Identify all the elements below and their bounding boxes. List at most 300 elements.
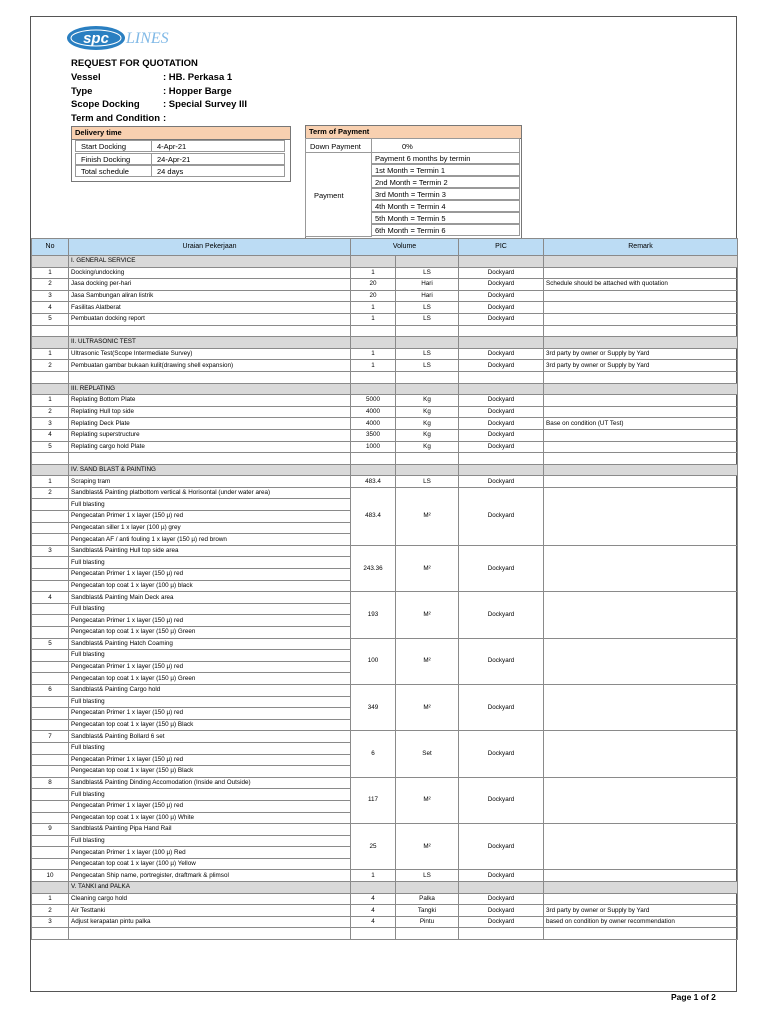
cell-empty — [544, 464, 738, 476]
cell-empty — [544, 453, 738, 465]
cell-empty — [459, 882, 544, 894]
cell-empty — [544, 256, 738, 268]
cell-unit: LS — [396, 360, 459, 372]
cell-empty — [351, 383, 396, 395]
cell-empty — [351, 464, 396, 476]
cell-description: Full blasting — [69, 499, 351, 511]
delivery-value: 4-Apr-21 — [151, 140, 285, 152]
cell-description: Sandblast& Painting Pipa Hand Rail — [69, 824, 351, 836]
payment-term-line: 6th Month = Termin 6 — [371, 224, 520, 236]
cell-remark: 3rd party by owner or Supply by Yard — [544, 348, 738, 360]
cell-empty — [544, 371, 738, 383]
cell-empty — [396, 325, 459, 337]
cell-no — [32, 256, 69, 268]
cell-description: Pengecatan Primer 1 x layer (150 µ) red — [69, 615, 351, 627]
cell-description: Scraping tram — [69, 476, 351, 488]
cell-remark — [544, 302, 738, 314]
cell-description: Pengecatan top coat 1 x layer (150 µ) Black — [69, 766, 351, 778]
cell-pic: Dockyard — [459, 406, 544, 418]
cell-no: 3 — [32, 545, 69, 557]
cell-pic: Dockyard — [459, 545, 544, 591]
field-value: : Hopper Barge — [163, 85, 232, 97]
blank-row — [32, 453, 738, 465]
cell-empty — [544, 928, 738, 940]
cell-empty — [544, 325, 738, 337]
table-row — [32, 395, 738, 407]
cell-pic: Dockyard — [459, 348, 544, 360]
cell-description: Replating Bottom Plate — [69, 395, 351, 407]
cell-empty — [32, 453, 69, 465]
delivery-value: 24-Apr-21 — [151, 153, 285, 165]
table-header-row — [32, 239, 738, 256]
cell-unit: M² — [396, 592, 459, 638]
cell-empty — [396, 256, 459, 268]
cell-no: 10 — [32, 870, 69, 882]
cell-description: Sandblast& Painting platbottom vertical & Horisontal (under water area) — [69, 487, 351, 499]
cell-description: Cleaning cargo hold — [69, 893, 351, 905]
cell-description: Jasa Sambungan aliran listrik — [69, 290, 351, 302]
cell-pic: Dockyard — [459, 476, 544, 488]
cell-no: 4 — [32, 429, 69, 441]
section-row — [32, 256, 738, 268]
cell-empty — [351, 325, 396, 337]
section-row — [32, 464, 738, 476]
table-row — [32, 279, 738, 291]
cell-remark — [544, 429, 738, 441]
cell-volume: 3500 — [351, 429, 396, 441]
cell-description: Pengecatan top coat 1 x layer (100 µ) black — [69, 580, 351, 592]
cell-no — [32, 800, 69, 812]
cell-description: Pengecatan siller 1 x layer (100 µ) grey — [69, 522, 351, 534]
blank-row — [32, 371, 738, 383]
section-title: V. TANKI and PALKA — [69, 882, 351, 894]
cell-volume: 100 — [351, 638, 396, 684]
cell-no: 2 — [32, 487, 69, 499]
cell-description: Replating Deck Plate — [69, 418, 351, 430]
field-row — [71, 113, 166, 124]
section-row — [32, 337, 738, 349]
cell-description: Replating cargo hold Plate — [69, 441, 351, 453]
payment-term-line: Payment 6 months by termin — [371, 152, 520, 164]
cell-no — [32, 615, 69, 627]
cell-pic: Dockyard — [459, 916, 544, 928]
cell-volume: 1 — [351, 313, 396, 325]
cell-unit: Tangki — [396, 905, 459, 917]
blank-row — [32, 928, 738, 940]
cell-remark — [544, 638, 738, 684]
cell-unit: M² — [396, 487, 459, 545]
field-row — [71, 99, 247, 110]
cell-empty — [459, 337, 544, 349]
cell-empty — [69, 453, 351, 465]
field-label: Vessel — [71, 72, 101, 83]
cell-empty — [351, 928, 396, 940]
svg-text:LINES: LINES — [126, 30, 169, 47]
table-row — [32, 638, 738, 650]
field-label: Type — [71, 85, 93, 97]
cell-empty — [396, 928, 459, 940]
cell-description: Full blasting — [69, 557, 351, 569]
cell-description: Full blasting — [69, 650, 351, 662]
cell-unit: M² — [396, 684, 459, 730]
cell-volume: 4 — [351, 893, 396, 905]
table-row — [32, 406, 738, 418]
spc-lines-logo — [66, 24, 196, 52]
cell-description: Full blasting — [69, 742, 351, 754]
cell-empty — [69, 371, 351, 383]
cell-empty — [351, 453, 396, 465]
cell-no: 3 — [32, 290, 69, 302]
cell-remark — [544, 870, 738, 882]
cell-pic: Dockyard — [459, 905, 544, 917]
table-row — [32, 592, 738, 604]
cell-volume: 117 — [351, 777, 396, 823]
cell-pic: Dockyard — [459, 870, 544, 882]
cell-volume: 193 — [351, 592, 396, 638]
cell-no — [32, 789, 69, 801]
cell-description: Pengecatan top coat 1 x layer (100 µ) Yellow — [69, 858, 351, 870]
cell-pic: Dockyard — [459, 279, 544, 291]
cell-no: 5 — [32, 313, 69, 325]
cell-no: 1 — [32, 348, 69, 360]
cell-empty — [544, 337, 738, 349]
cell-no — [32, 812, 69, 824]
table-row — [32, 731, 738, 743]
cell-description: Pembuatan gambar bukaan kulit(drawing shell expansion) — [69, 360, 351, 372]
cell-no: 8 — [32, 777, 69, 789]
cell-no: 2 — [32, 905, 69, 917]
cell-no — [32, 696, 69, 708]
cell-pic: Dockyard — [459, 418, 544, 430]
cell-no — [32, 661, 69, 673]
cell-description: Ultrasonic Test(Scope Intermediate Survey) — [69, 348, 351, 360]
cell-empty — [69, 325, 351, 337]
cell-remark — [544, 441, 738, 453]
rfq-title: REQUEST FOR QUOTATION — [71, 58, 198, 69]
cell-pic: Dockyard — [459, 487, 544, 545]
cell-description: Adjust kerapatan pintu palka — [69, 916, 351, 928]
cell-no: 9 — [32, 824, 69, 836]
cell-no — [32, 603, 69, 615]
table-row — [32, 290, 738, 302]
table-row — [32, 418, 738, 430]
cell-remark — [544, 824, 738, 870]
cell-no: 3 — [32, 916, 69, 928]
delivery-label: Total schedule — [75, 165, 152, 177]
cell-pic: Dockyard — [459, 313, 544, 325]
cell-remark — [544, 406, 738, 418]
table-row — [32, 302, 738, 314]
cell-no — [32, 464, 69, 476]
payment-term-line: 3rd Month = Termin 3 — [371, 188, 520, 200]
cell-empty — [459, 371, 544, 383]
cell-description: Pengecatan Primer 1 x layer (150 µ) red — [69, 511, 351, 523]
field-label: Term and Condition — [71, 112, 161, 124]
col-header-pic: PIC — [459, 239, 544, 256]
cell-remark — [544, 545, 738, 591]
cell-volume: 6 — [351, 731, 396, 777]
cell-no — [32, 650, 69, 662]
cell-description: Pengecatan Primer 1 x layer (150 µ) red — [69, 708, 351, 720]
cell-empty — [459, 383, 544, 395]
col-header-volume: Volume — [351, 239, 459, 256]
cell-volume: 4 — [351, 916, 396, 928]
cell-description: Sandblast& Painting Hull top side area — [69, 545, 351, 557]
cell-no — [32, 766, 69, 778]
cell-no — [32, 754, 69, 766]
table-row — [32, 545, 738, 557]
cell-description: Full blasting — [69, 789, 351, 801]
cell-no: 1 — [32, 267, 69, 279]
table-row — [32, 360, 738, 372]
cell-remark — [544, 395, 738, 407]
cell-remark — [544, 893, 738, 905]
blank-row — [32, 325, 738, 337]
cell-unit: M² — [396, 777, 459, 823]
cell-volume: 243.36 — [351, 545, 396, 591]
cell-description: Pengecatan top coat 1 x layer (100 µ) White — [69, 812, 351, 824]
cell-no — [32, 882, 69, 894]
payment-term-line: 4th Month = Termin 4 — [371, 200, 520, 212]
delivery-title: Delivery time — [72, 127, 290, 140]
cell-pic: Dockyard — [459, 824, 544, 870]
cell-no — [32, 742, 69, 754]
cell-no: 7 — [32, 731, 69, 743]
cell-description: Replating Hull top side — [69, 406, 351, 418]
cell-no: 1 — [32, 476, 69, 488]
cell-description: Sandblast& Painting Main Deck area — [69, 592, 351, 604]
table-row — [32, 777, 738, 789]
cell-description: Sandblast& Painting Cargo hold — [69, 684, 351, 696]
cell-empty — [351, 256, 396, 268]
cell-volume: 1000 — [351, 441, 396, 453]
cell-empty — [544, 882, 738, 894]
cell-description: Jasa docking per-hari — [69, 279, 351, 291]
cell-empty — [32, 371, 69, 383]
cell-empty — [351, 371, 396, 383]
field-value: : Special Survey III — [163, 99, 247, 110]
down-payment-label: Down Payment — [305, 138, 372, 153]
cell-no — [32, 719, 69, 731]
cell-empty — [396, 464, 459, 476]
cell-empty — [459, 256, 544, 268]
cell-no — [32, 580, 69, 592]
table-row — [32, 267, 738, 279]
delivery-value: 24 days — [151, 165, 285, 177]
cell-no — [32, 569, 69, 581]
cell-no — [32, 858, 69, 870]
payment-term-line: 5th Month = Termin 5 — [371, 212, 520, 224]
cell-no: 2 — [32, 360, 69, 372]
col-header-no: No — [32, 239, 69, 256]
cell-no — [32, 557, 69, 569]
work-items-table — [31, 238, 738, 940]
cell-pic: Dockyard — [459, 592, 544, 638]
section-title: III. REPLATING — [69, 383, 351, 395]
cell-empty — [459, 928, 544, 940]
cell-no — [32, 835, 69, 847]
cell-no — [32, 534, 69, 546]
cell-no — [32, 511, 69, 523]
cell-description: Full blasting — [69, 835, 351, 847]
cell-no — [32, 522, 69, 534]
cell-unit: Hari — [396, 290, 459, 302]
cell-volume: 483.4 — [351, 487, 396, 545]
cell-volume: 349 — [351, 684, 396, 730]
cell-remark: Schedule should be attached with quotation — [544, 279, 738, 291]
cell-pic: Dockyard — [459, 684, 544, 730]
down-payment-value: 0% — [371, 138, 520, 153]
col-header-remark: Remark — [544, 239, 738, 256]
cell-remark — [544, 731, 738, 777]
cell-description: Sandblast& Painting Dinding Accomodation (Inside and Outside) — [69, 777, 351, 789]
cell-unit: LS — [396, 348, 459, 360]
cell-empty — [351, 882, 396, 894]
cell-unit: Palka — [396, 893, 459, 905]
cell-pic: Dockyard — [459, 267, 544, 279]
cell-unit: Kg — [396, 418, 459, 430]
cell-no — [32, 383, 69, 395]
cell-description: Pembuatan docking report — [69, 313, 351, 325]
payment-term-line: 1st Month = Termin 1 — [371, 164, 520, 176]
cell-no — [32, 708, 69, 720]
table-row — [32, 916, 738, 928]
cell-empty — [351, 337, 396, 349]
table-row — [32, 429, 738, 441]
section-row — [32, 882, 738, 894]
cell-volume: 1 — [351, 348, 396, 360]
cell-description: Docking/undocking — [69, 267, 351, 279]
cell-description: Fasilitas Alatberat — [69, 302, 351, 314]
field-row — [71, 72, 232, 83]
delivery-label: Finish Docking — [75, 153, 152, 165]
cell-description: Sandblast& Painting Hatch Coaming — [69, 638, 351, 650]
cell-remark — [544, 684, 738, 730]
cell-description: Pengecatan top coat 1 x layer (150 µ) Green — [69, 627, 351, 639]
table-row — [32, 487, 738, 499]
cell-volume: 5000 — [351, 395, 396, 407]
cell-pic: Dockyard — [459, 290, 544, 302]
table-row — [32, 476, 738, 488]
table-row — [32, 893, 738, 905]
cell-description: Full blasting — [69, 603, 351, 615]
cell-no: 1 — [32, 395, 69, 407]
section-title: I. GENERAL SERVICE — [69, 256, 351, 268]
cell-no: 3 — [32, 418, 69, 430]
payment-title: Term of Payment — [306, 126, 521, 139]
cell-remark: 3rd party by owner or Supply by Yard — [544, 905, 738, 917]
cell-description: Pengecatan Primer 1 x layer (100 µ) Red — [69, 847, 351, 859]
cell-empty — [459, 325, 544, 337]
section-row — [32, 383, 738, 395]
cell-empty — [32, 325, 69, 337]
table-row — [32, 905, 738, 917]
cell-empty — [32, 928, 69, 940]
field-label: Scope Docking — [71, 99, 140, 110]
cell-pic: Dockyard — [459, 360, 544, 372]
table-row — [32, 824, 738, 836]
svg-text:spc: spc — [83, 30, 109, 47]
table-row — [32, 441, 738, 453]
cell-description: Air Testtanki — [69, 905, 351, 917]
cell-remark — [544, 267, 738, 279]
cell-no: 2 — [32, 406, 69, 418]
cell-description: Full blasting — [69, 696, 351, 708]
cell-pic: Dockyard — [459, 777, 544, 823]
cell-unit: Kg — [396, 429, 459, 441]
cell-no: 4 — [32, 592, 69, 604]
cell-no — [32, 673, 69, 685]
cell-remark: based on condition by owner recommendation — [544, 916, 738, 928]
cell-pic: Dockyard — [459, 731, 544, 777]
cell-volume: 4000 — [351, 418, 396, 430]
cell-no: 4 — [32, 302, 69, 314]
cell-no: 2 — [32, 279, 69, 291]
cell-volume: 1 — [351, 267, 396, 279]
cell-pic: Dockyard — [459, 429, 544, 441]
payment-label: Payment — [305, 152, 372, 237]
page-number: Page 1 of 2 — [671, 992, 716, 1002]
cell-description: Pengecatan Ship name, portregister, draftmark & plimsol — [69, 870, 351, 882]
col-header-description: Uraian Pekerjaan — [69, 239, 351, 256]
cell-volume: 1 — [351, 360, 396, 372]
cell-empty — [396, 383, 459, 395]
cell-volume: 4 — [351, 905, 396, 917]
cell-volume: 20 — [351, 279, 396, 291]
cell-volume: 25 — [351, 824, 396, 870]
cell-pic: Dockyard — [459, 638, 544, 684]
cell-no: 5 — [32, 441, 69, 453]
table-row — [32, 870, 738, 882]
cell-unit: Set — [396, 731, 459, 777]
cell-remark — [544, 313, 738, 325]
cell-unit: Hari — [396, 279, 459, 291]
cell-pic: Dockyard — [459, 893, 544, 905]
table-row — [32, 348, 738, 360]
cell-no: 6 — [32, 684, 69, 696]
cell-unit: M² — [396, 824, 459, 870]
cell-no — [32, 499, 69, 511]
cell-no — [32, 337, 69, 349]
cell-no: 1 — [32, 893, 69, 905]
cell-remark: 3rd party by owner or Supply by Yard — [544, 360, 738, 372]
cell-empty — [459, 453, 544, 465]
cell-remark — [544, 290, 738, 302]
cell-pic: Dockyard — [459, 302, 544, 314]
cell-no — [32, 847, 69, 859]
cell-unit: Pintu — [396, 916, 459, 928]
cell-description: Pengecatan Primer 1 x layer (150 µ) red — [69, 800, 351, 812]
section-title: IV. SAND BLAST & PAINTING — [69, 464, 351, 476]
cell-volume: 1 — [351, 302, 396, 314]
cell-description: Pengecatan AF / anti fouling 1 x layer (150 µ) red brown — [69, 534, 351, 546]
cell-volume: 483.4 — [351, 476, 396, 488]
cell-pic: Dockyard — [459, 441, 544, 453]
delivery-label: Start Docking — [75, 140, 152, 152]
cell-description: Sandblast& Painting Bollard 6 set — [69, 731, 351, 743]
cell-no — [32, 627, 69, 639]
field-value: : HB. Perkasa 1 — [163, 72, 233, 83]
cell-empty — [396, 882, 459, 894]
cell-volume: 4000 — [351, 406, 396, 418]
cell-unit: M² — [396, 638, 459, 684]
cell-no: 5 — [32, 638, 69, 650]
cell-volume: 20 — [351, 290, 396, 302]
field-value: : — [163, 112, 167, 124]
payment-term-line: 2nd Month = Termin 2 — [371, 176, 520, 188]
cell-description: Pengecatan Primer 1 x layer (150 µ) red — [69, 569, 351, 581]
cell-empty — [459, 464, 544, 476]
